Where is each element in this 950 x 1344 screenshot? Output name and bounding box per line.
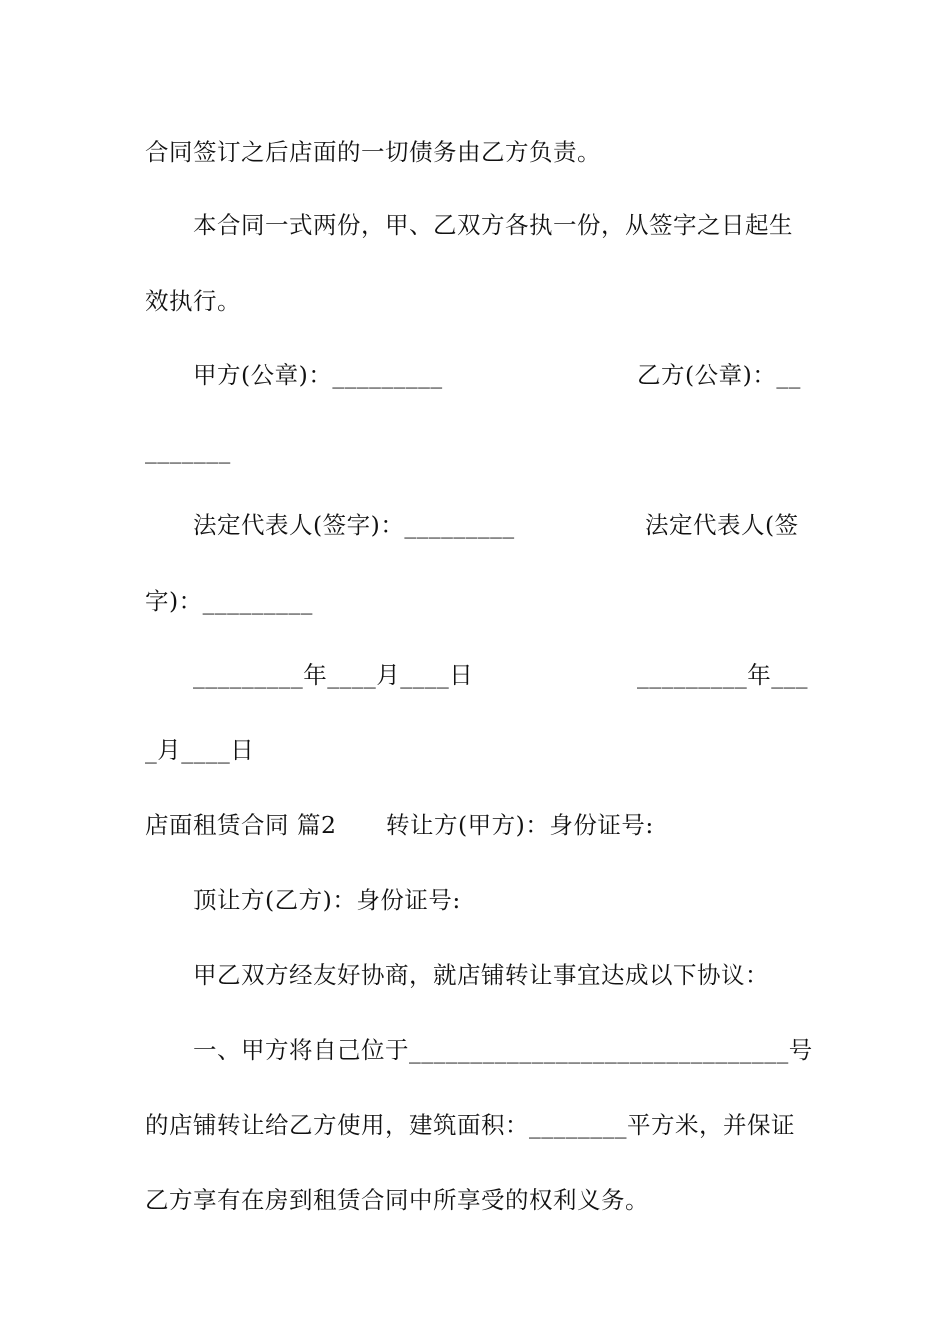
transferee-id: 顶让方(乙方)：身份证号: xyxy=(193,886,461,914)
party-a-rep: 法定代表人(签字)：_________ xyxy=(193,511,515,539)
signature-row-date xyxy=(193,659,807,691)
paragraph-copies-cont: 效执行。 xyxy=(145,287,241,315)
signature-row-seal xyxy=(193,359,807,391)
clause-1-cont: 的店铺转让给乙方使用，建筑面积：________平方米，并保证 xyxy=(145,1111,795,1139)
party-b-seal: 乙方(公章)：__ xyxy=(637,361,801,389)
party-a-date: _________年____月____日 xyxy=(193,661,474,689)
party-b-seal-cont: _______ xyxy=(145,436,231,464)
clause-1: 一、甲方将自己位于_______________________________号 xyxy=(193,1036,813,1064)
party-a-seal: 甲方(公章)：_________ xyxy=(193,361,443,389)
paragraph-copies: 本合同一式两份，甲、乙双方各执一份，从签字之日起生 xyxy=(193,211,793,239)
transferor-id: 转让方(甲方)：身份证号: xyxy=(386,811,654,839)
party-b-rep: 法定代表人(签 xyxy=(645,511,799,539)
section-title: 店面租赁合同 篇2 xyxy=(145,811,337,839)
signature-row-rep xyxy=(193,509,807,541)
section-heading-row xyxy=(145,809,807,841)
party-b-date: _________年___ xyxy=(637,661,808,689)
party-b-rep-cont: 字)：_________ xyxy=(145,587,313,615)
paragraph-agreement-intro: 甲乙双方经友好协商，就店铺转让事宜达成以下协议： xyxy=(193,961,769,989)
party-b-date-cont: _月____日 xyxy=(145,736,255,764)
paragraph-debt: 合同签订之后店面的一切债务由乙方负责。 xyxy=(145,138,601,166)
clause-1-cont-2: 乙方享有在房到租赁合同中所享受的权利义务。 xyxy=(145,1186,649,1214)
